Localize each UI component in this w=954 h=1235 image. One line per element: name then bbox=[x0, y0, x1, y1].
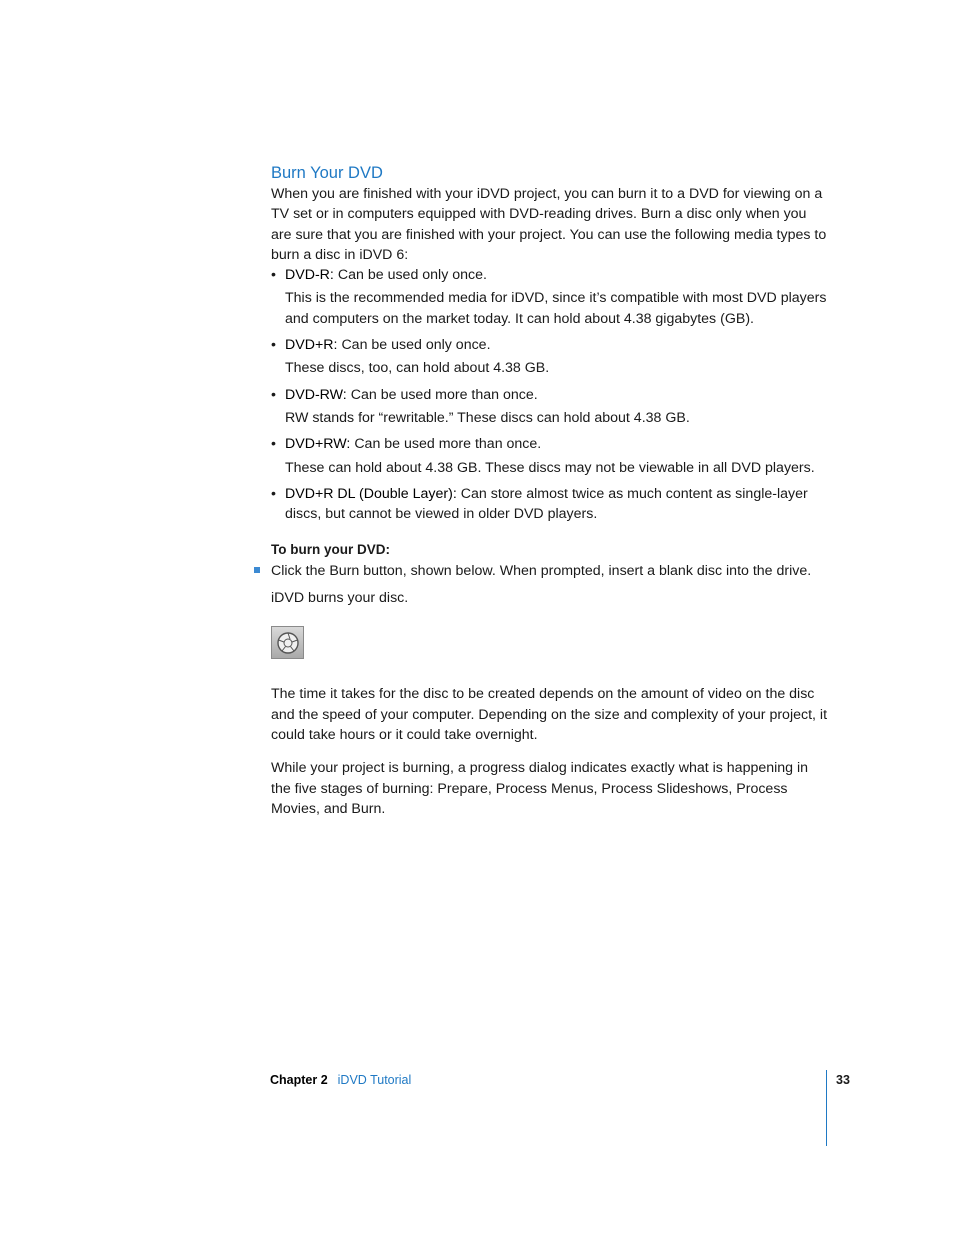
bullet-dot: • bbox=[271, 485, 276, 502]
intro-paragraph: When you are finished with your iDVD project, you can burn it to a DVD for viewing on a TV set or in computers equipped with DVD-reading drives. Burn a disc only when you are sure that you are finished with your project. You can use the following media types to burn a disc in iDVD 6: bbox=[271, 186, 827, 263]
media-desc: Can be used only once. bbox=[341, 337, 491, 354]
section-heading: Burn Your DVD bbox=[271, 164, 383, 182]
footer-chapter: Chapter 2 bbox=[270, 1073, 328, 1087]
media-note: RW stands for “rewritable.” These discs can hold about 4.38 GB. bbox=[285, 409, 690, 426]
list-item bbox=[271, 265, 827, 329]
bullet-dot: • bbox=[271, 267, 276, 284]
task-heading: To burn your DVD: bbox=[271, 542, 390, 558]
media-list bbox=[271, 265, 827, 524]
step-marker bbox=[254, 567, 260, 573]
media-note: This is the recommended media for iDVD, since it’s compatible with most DVD players and computers on the market today. It can hold about 4.38 gigabytes (GB). bbox=[285, 290, 827, 327]
step-text: Click the Burn button, shown below. When prompted, insert a blank disc into the drive. bbox=[271, 562, 812, 579]
footer-title: iDVD Tutorial bbox=[337, 1073, 412, 1087]
list-item bbox=[271, 335, 827, 379]
media-term: DVD-RW: bbox=[285, 386, 347, 403]
media-desc: Can be used more than once. bbox=[350, 386, 538, 403]
bullet-dot: • bbox=[271, 337, 276, 354]
body-paragraph: While your project is burning, a progress dialog indicates exactly what is happening in the five stages of burning: Prepare, Process Menus, Process Slideshows, Process Movies, and Burn. bbox=[271, 760, 809, 817]
media-term: DVD+RW: bbox=[285, 436, 351, 453]
media-desc: Can store almost twice as much content as single-layer discs, but cannot be viewed in older DVD players. bbox=[285, 485, 808, 523]
bullet-dot: • bbox=[271, 436, 276, 453]
media-note: These can hold about 4.38 GB. These discs may not be viewable in all DVD players. bbox=[285, 459, 815, 476]
task-result: iDVD burns your disc. bbox=[271, 590, 409, 607]
media-desc: Can be used only once. bbox=[337, 267, 487, 284]
page-content bbox=[271, 162, 827, 819]
list-item bbox=[271, 484, 827, 525]
burn-button[interactable] bbox=[271, 626, 304, 659]
list-item bbox=[271, 385, 827, 429]
footer-divider bbox=[826, 1070, 827, 1146]
body-paragraph: The time it takes for the disc to be created depends on the amount of video on the disc and the speed of your computer. Depending on the size and complexity of your project, it could take hours or it could take overnight. bbox=[271, 686, 828, 743]
page-number: 33 bbox=[836, 1073, 850, 1087]
bullet-dot: • bbox=[271, 386, 276, 403]
burn-icon bbox=[276, 631, 300, 655]
media-term: DVD+R: bbox=[285, 337, 338, 354]
media-term: DVD-R: bbox=[285, 267, 334, 284]
media-term: DVD+R DL (Double Layer): bbox=[285, 485, 457, 502]
page-footer bbox=[270, 1072, 411, 1088]
list-item bbox=[271, 434, 827, 478]
media-note: These discs, too, can hold about 4.38 GB. bbox=[285, 360, 550, 377]
task-step bbox=[271, 561, 827, 581]
media-desc: Can be used more than once. bbox=[354, 436, 542, 453]
